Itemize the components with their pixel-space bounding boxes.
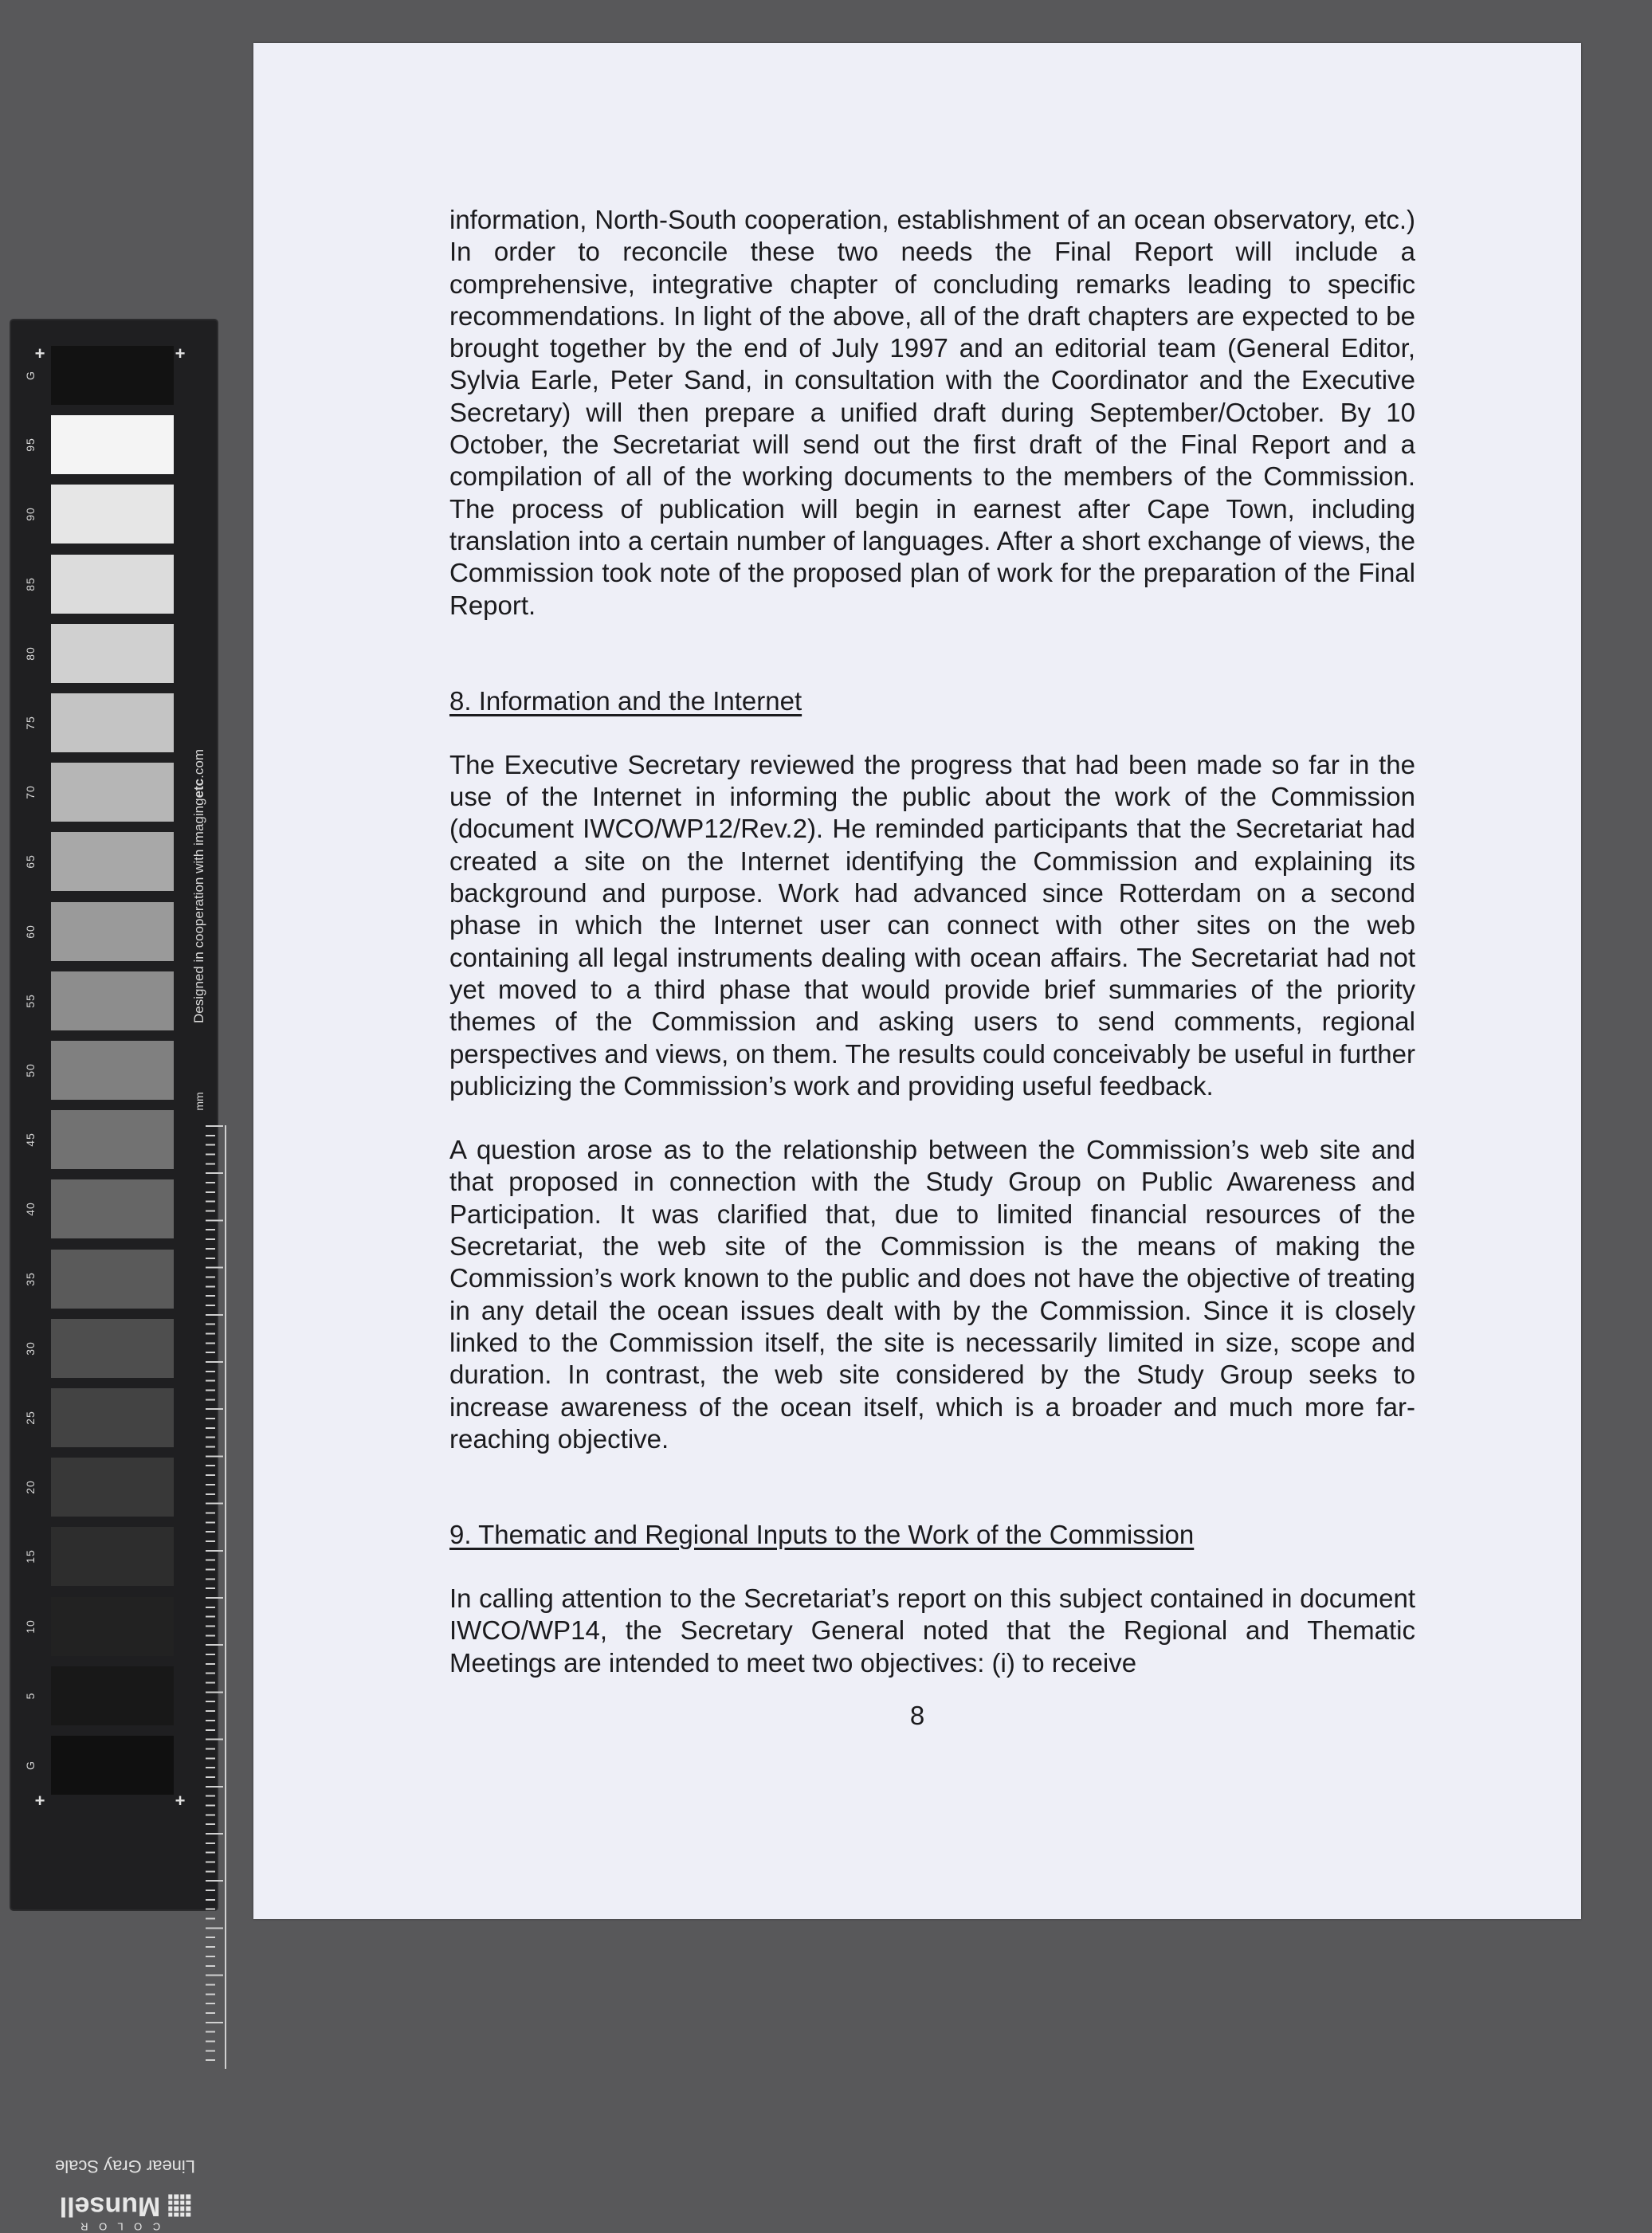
- section-9-heading: 9. Thematic and Regional Inputs to the Work of the Commission: [449, 1520, 1195, 1550]
- gray-patch: [51, 1179, 174, 1238]
- gray-patch: [51, 485, 174, 544]
- gray-patch: [51, 1736, 174, 1795]
- munsell-name: Munsell: [59, 2191, 161, 2222]
- ruler-unit-label: mm: [193, 1092, 206, 1111]
- gray-step-label: 75: [24, 716, 37, 730]
- paragraph-internet-progress: The Executive Secretary reviewed the progress that had been made so far in the use of the Internet in informing the public about the work of the Commission (document IWCO/WP12/Rev.2). He reminded participants that the Secretariat had created a site on the Internet identifying the Commission and explaining its background and purpose. Work had advanced since Rotterdam on a second phase in which the Internet user can connect with other sites on the web containing all legal instruments dealing with ocean affairs. The Secretariat had not yet moved to a third phase that would provide brief summaries of the priority themes of the Commission and asking users to send comments, regional perspectives and views, on them. The results could conceivably be useful in further publicizing the Commission’s work and providing useful feedback.: [449, 749, 1415, 1101]
- gray-step-label: 20: [24, 1480, 37, 1494]
- gray-patch: [51, 1597, 174, 1656]
- gray-step-label: G: [24, 1760, 37, 1770]
- gray-patch: [51, 1041, 174, 1100]
- gray-step-label: 85: [24, 576, 37, 591]
- gray-step-label: 65: [24, 854, 37, 869]
- gray-patch: [51, 1250, 174, 1309]
- gray-patch: [51, 693, 174, 752]
- gray-patch: [51, 415, 174, 474]
- gray-step-label: G: [24, 371, 37, 380]
- gray-step-label: 95: [24, 438, 37, 452]
- gray-patch: [51, 624, 174, 683]
- registration-plus-mark: +: [34, 343, 45, 363]
- page-number: 8: [909, 1701, 925, 1730]
- gray-patch: [51, 346, 174, 405]
- munsell-subtitle: C O L O R: [77, 2220, 161, 2233]
- gray-step-label: 45: [24, 1132, 37, 1147]
- paragraph-web-site-relationship: A question arose as to the relationship between the Commission’s web site and that proposed in connection with the Study Group on Public Awareness and Participation. It was clarified that, due to limited financial resources of the Secretariat, the web site of the Commission is the means of making the Commission’s work known to the public and does not have the objective of treating in any detail the ocean issues dealt with by the Commission. Since it is closely linked to the Commission itself, the site is necessarily limited in size, scope and duration. In contrast, the web site considered by the Study Group seeks to increase awareness of the ocean itself, which is a broader and much more far-reaching objective.: [449, 1135, 1415, 1454]
- mm-ruler-major-ticks: [206, 1125, 226, 2069]
- gray-step-label: 15: [24, 1549, 37, 1564]
- section-8-heading: 8. Information and the Internet: [449, 685, 802, 716]
- gray-step-label: 35: [24, 1271, 37, 1286]
- gray-scale-strip: [11, 320, 217, 2233]
- gray-patch: [51, 1458, 174, 1517]
- gray-patch: [51, 1388, 174, 1447]
- document-page: [253, 43, 1581, 1919]
- gray-patch: [51, 832, 174, 891]
- paragraph-final-report: information, North-South cooperation, establishment of an ocean observatory, etc.) In order to reconcile these two needs the Final Report will include a comprehensive, integrative chapter of concluding remarks leading to specific recommendations. In light of the above, all of the draft chapters are expected to be brought together by the end of July 1997 and an editorial team (General Editor, Sylvia Earle, Peter Sand, in consultation with the Coordinator and the Executive Secretary) will then prepare a unified draft during September/October. By 10 October, the Secretariat will send out the first draft of the Final Report and a compilation of all of the working documents to the members of the Commission. The process of publication will begin in earnest after Cape Town, including translation into a certain number of languages. After a short exchange of views, the Commission took note of the proposed plan of work for the preparation of the Final Report.: [449, 205, 1415, 620]
- gray-step-label: 10: [24, 1619, 37, 1634]
- gray-patch: [51, 902, 174, 961]
- munsell-brand: [59, 2191, 191, 2233]
- gray-step-label: 30: [24, 1341, 37, 1356]
- gray-scale-credit: Designed in cooperation with imagingetc.com: [191, 749, 206, 1023]
- gray-patch: [51, 1666, 174, 1725]
- gray-patch: [51, 971, 174, 1030]
- gray-patch: [51, 555, 174, 614]
- gray-step-label: 90: [24, 507, 37, 522]
- mm-ruler-spine: [225, 1125, 226, 2069]
- page-content: [449, 204, 1415, 1679]
- gray-step-label: 50: [24, 1063, 37, 1077]
- gray-step-label: 60: [24, 924, 37, 939]
- registration-plus-mark: +: [175, 343, 186, 363]
- gray-step-label: 70: [24, 785, 37, 799]
- gray-patch: [51, 1527, 174, 1586]
- registration-plus-mark: +: [34, 1791, 45, 1811]
- paragraph-thematic-inputs: In calling attention to the Secretariat’s report on this subject contained in document IWCO/WP14, the Secretary General noted that the Regional and Thematic Meetings are intended to meet two objectives: (i) to receive: [449, 1584, 1415, 1678]
- gray-step-label: 80: [24, 646, 37, 661]
- munsell-logo-icon: [168, 2195, 190, 2217]
- gray-patch: [51, 763, 174, 822]
- gray-scale-title: Linear Gray Scale: [54, 2156, 196, 2176]
- registration-plus-mark: +: [175, 1791, 186, 1811]
- gray-step-label: 25: [24, 1411, 37, 1425]
- gray-patch: [51, 1110, 174, 1169]
- gray-patch: [51, 1319, 174, 1378]
- gray-step-label: 5: [24, 1692, 37, 1700]
- gray-step-label: 55: [24, 994, 37, 1008]
- gray-step-label: 40: [24, 1202, 37, 1217]
